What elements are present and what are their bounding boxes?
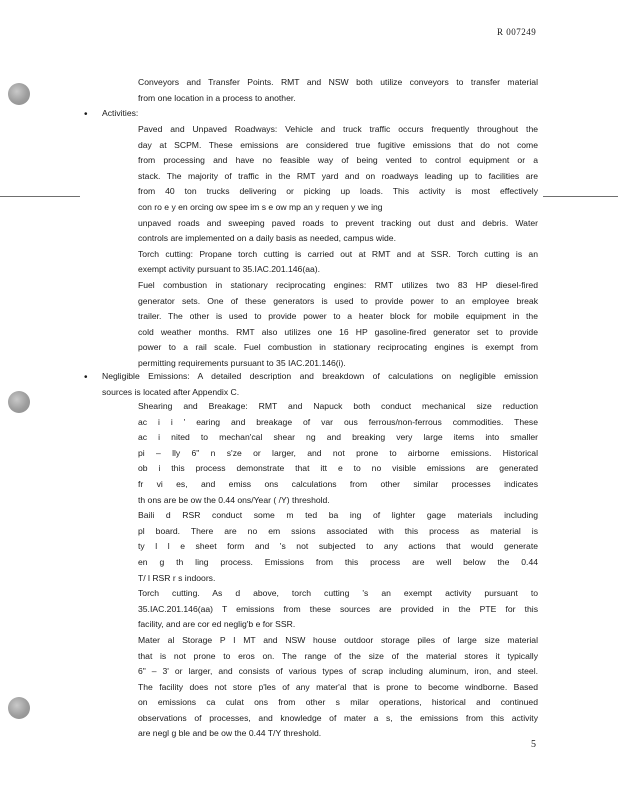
- text-line: Mater al Storage P I MT and NSW house outdoor storage piles of large size material: [138, 634, 538, 645]
- text-line: on emissions ca culat ons from other s milar operations, historical and continued: [138, 697, 538, 708]
- text-line: observations of processes, and knowledge of mater a s, the emissions from this activity: [138, 712, 538, 723]
- text-line: ac i i ' earing and breakage of var ous ferrous/non-ferrous commodities. These: [138, 416, 538, 427]
- text-line: Shearing and Breakage: RMT and Napuck both conduct mechanical size reduction: [138, 401, 538, 411]
- text-line: stack. The majority of traffic in the RMT yard and on roadways leading up to facilities are: [138, 170, 538, 181]
- text-line: facility, and are cor ed neglig'b e for SSR.: [138, 619, 296, 630]
- text-line: unpaved roads and sweeping paved roads to prevent tracking out dust and debris. Water: [138, 217, 538, 228]
- bullet-activities: •: [84, 109, 88, 120]
- text-line: th ons are be ow the 0.44 ons/Year ( /Y) threshold.: [138, 494, 330, 505]
- bullet-negligible: •: [84, 372, 88, 383]
- text-line: that is not prone to eros on. The range of the size of the material stores it typically: [138, 650, 538, 661]
- text-line: Conveyors and Transfer Points. RMT and NSW both utilize conveyors to transfer material: [138, 77, 538, 87]
- text-line: 6" – 3' or larger, and consists of various types of scrap including aluminum, iron, and steel.: [138, 666, 538, 677]
- negligible-intro: [102, 369, 538, 400]
- text-line: permitting requirements pursuant to 35 IAC.201.146(i).: [138, 357, 346, 368]
- text-line: pl board. There are no em ssions associated with this process as material is: [138, 525, 538, 536]
- text-line: cold weather months. RMT also utilizes one 16 HP gasoline-fired generator set to provide: [138, 326, 538, 337]
- hole-punch-1: [8, 83, 30, 105]
- text-line: T/ l RSR r s indoors.: [138, 572, 216, 583]
- text-line: ob i this process demonstrate that itt e to no visible emissions are generated: [138, 463, 538, 474]
- activities-heading: Activities:: [102, 108, 139, 118]
- text-line: trailer. The other is used to provide power to a heater block for mobile equipment in the: [138, 311, 538, 322]
- text-line: sources is located after Appendix C.: [102, 386, 240, 397]
- negligible-paragraph: [138, 399, 538, 742]
- text-line: Torch cutting: Propane torch cutting is carried out at RMT and at SSR. Torch cutting is an: [138, 248, 538, 259]
- text-line: Negligible Emissions: A detailed description and breakdown of calculations on negligible emission: [102, 371, 538, 381]
- hole-punch-3: [8, 697, 30, 719]
- text-line: exempt activity pursuant to 35.IAC.201.146(aa).: [138, 264, 321, 275]
- text-line: en g th ling process. Emissions from this process are well below the 0.44: [138, 556, 538, 567]
- text-line: controls are implemented on a daily basis as needed, campus wide.: [138, 233, 396, 244]
- activities-paragraph: [138, 122, 538, 372]
- text-line: day at SCPM. These emissions are considered true fugitive emissions that do not come: [138, 139, 538, 150]
- text-line: Fuel combustion in stationary reciprocating engines: RMT utilizes two 83 HP diesel-fired: [138, 279, 538, 290]
- bates-number: R 007249: [497, 27, 537, 37]
- hole-punch-2: [8, 391, 30, 413]
- text-line: ty l l e sheet form and 's not subjected to any actions that would generate: [138, 541, 538, 552]
- text-line: power to a rail scale. Fuel combustion in stationary reciprocating engines is exempt from: [138, 342, 538, 353]
- text-line: The facility does not store p'les of any mater'al that is prone to become windborne. Based: [138, 681, 538, 692]
- text-line: are negl g ble and be ow the 0.44 T/Y threshold.: [138, 728, 322, 739]
- text-line: from 40 ton trucks delivering or picking up loads. This activity is most effectively: [138, 186, 538, 197]
- text-line: ac i nited to mechan'cal shear ng and breaking very large items into smaller: [138, 432, 538, 443]
- text-line: from processing and have no feasible way of being vented to control equipment or a: [138, 155, 538, 166]
- text-line: pi – lly 6" n s'ze or larger, and not prone to airborne emissions. Historical: [138, 447, 538, 458]
- text-line: Torch cutting. As d above, torch cutting 's an exempt activity pursuant to: [138, 588, 538, 599]
- text-line: con ro e y en orcing ow spee im s e ow mp an y requen y we ing: [138, 201, 383, 212]
- text-line: Paved and Unpaved Roadways: Vehicle and truck traffic occurs frequently throughout the: [138, 124, 538, 134]
- text-line: from one location in a process to another.: [138, 92, 296, 103]
- page-number: 5: [531, 739, 536, 750]
- conveyors-paragraph: [138, 75, 538, 106]
- text-line: Baili d RSR conduct some m ted ba ing of lighter gage materials including: [138, 510, 538, 521]
- text-line: generator sets. One of these generators is used to provide power to an employee break: [138, 295, 538, 306]
- scan-fold-line-right: [543, 196, 618, 197]
- activities-heading-block: [102, 106, 138, 122]
- text-line: fr vi es, and emiss ons calculations from other similar processes indicates: [138, 478, 538, 489]
- text-line: 35.IAC.201.146(aa) T emissions from these sources are provided in the PTE for this: [138, 603, 538, 614]
- scan-fold-line-left: [0, 196, 80, 197]
